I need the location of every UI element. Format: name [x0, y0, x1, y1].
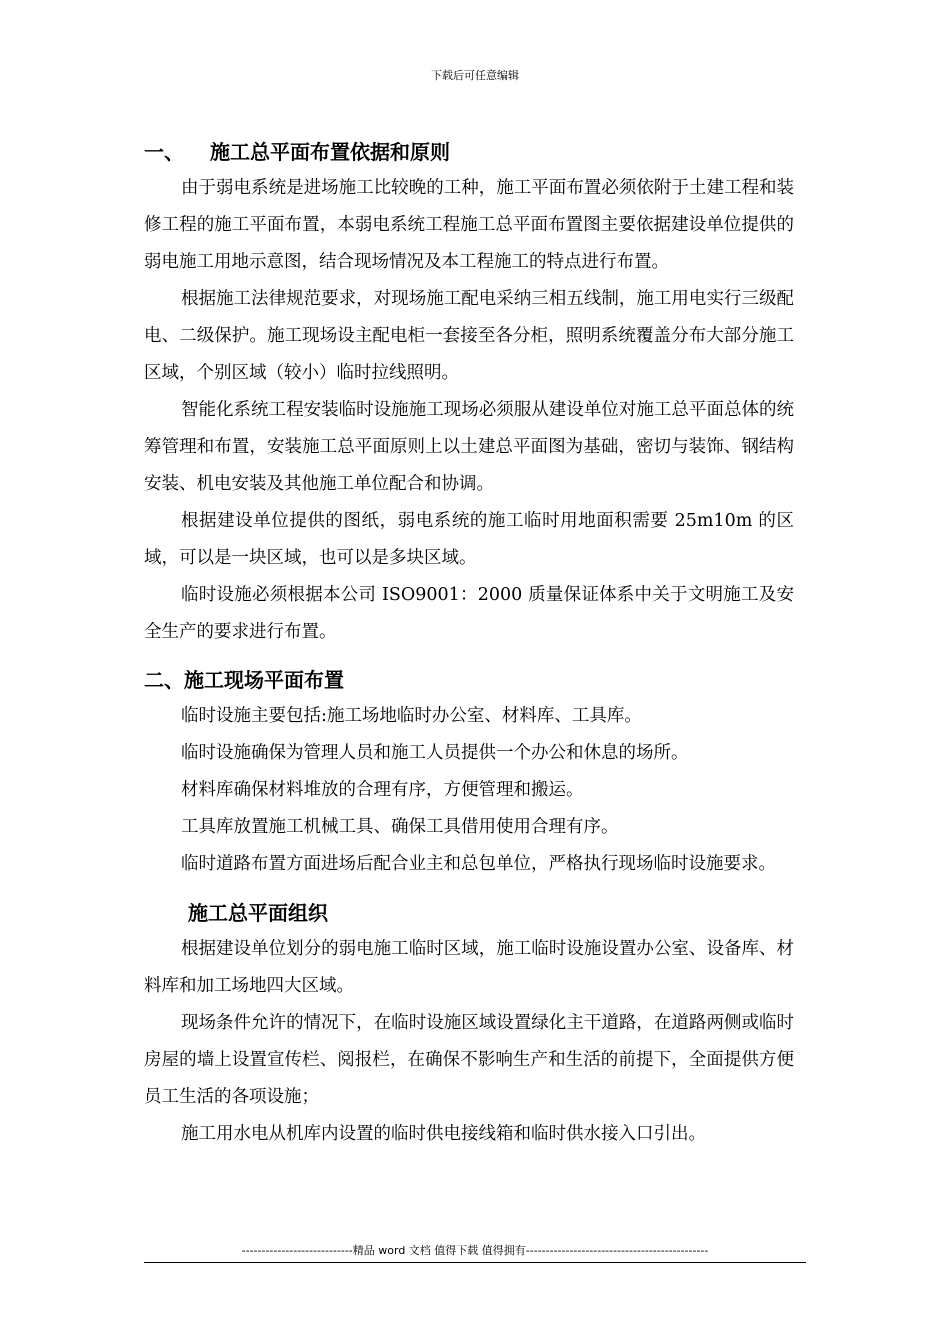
paragraph: 现场条件允许的情况下，在临时设施区域设置绿化主干道路，在道路两侧或临时房屋的墙上设置宣传栏、阅报栏，在确保不影响生产和生活的前提下，全面提供方便员工生活的各项设施； [144, 1013, 794, 1107]
paragraph: 根据施工法律规范要求，对现场施工配电采纳三相五线制，施工用电实行三级配电、二级保护。施工现场设主配电柜一套接至各分柜，照明系统覆盖分布大部分施工区域，个别区域（较小）临时拉线照明。 [144, 289, 794, 383]
section-heading-2: 二、施工现场平面布置 [144, 668, 344, 692]
paragraph: 施工用水电从机库内设置的临时供电接线箱和临时供水接入口引出。 [181, 1124, 706, 1144]
paragraph: 临时设施必须根据本公司 ISO9001：2000 质量保证体系中关于文明施工及安全生产的要求进行布置。 [144, 585, 794, 642]
paragraph: 临时设施主要包括:施工场地临时办公室、材料库、工具库。 [181, 706, 642, 726]
section-heading-1 [144, 134, 794, 170]
paragraph: 材料库确保材料堆放的合理有序，方便管理和搬运。 [181, 780, 584, 800]
section-heading-3: 施工总平面组织 [188, 901, 328, 925]
paragraph: 工具库放置施工机械工具、确保工具借用使用合理有序。 [181, 817, 619, 837]
section-number: 一、 [144, 140, 184, 164]
document-body [144, 134, 794, 1153]
footer-divider [144, 1262, 806, 1263]
paragraph: 临时设施确保为管理人员和施工人员提供一个办公和休息的场所。 [181, 743, 689, 763]
section-title: 施工总平面布置依据和原则 [210, 140, 450, 164]
footer-note: ----------------------------精品 word 文档 值得下载 值得拥有---------------------------------------------- [241, 1244, 709, 1257]
paragraph: 根据建设单位划分的弱电施工临时区域，施工临时设施设置办公室、设备库、材料库和加工场地四大区域。 [144, 939, 794, 996]
paragraph: 根据建设单位提供的图纸，弱电系统的施工临时用地面积需要 25m10m 的区域，可以是一块区域，也可以是多块区域。 [144, 511, 794, 568]
paragraph: 由于弱电系统是进场施工比较晚的工种，施工平面布置必须依附于土建工程和装修工程的施工平面布置，本弱电系统工程施工总平面布置图主要依据建设单位提供的弱电施工用地示意图，结合现场情况及本工程施工的特点进行布置。 [144, 178, 794, 272]
paragraph: 临时道路布置方面进场后配合业主和总包单位，严格执行现场临时设施要求。 [181, 854, 776, 874]
header-note: 下载后可任意编辑 [431, 69, 519, 82]
paragraph: 智能化系统工程安装临时设施施工现场必须服从建设单位对施工总平面总体的统筹管理和布置，安装施工总平面原则上以土建总平面图为基础，密切与装饰、钢结构安装、机电安装及其他施工单位配合和协调。 [144, 400, 794, 494]
